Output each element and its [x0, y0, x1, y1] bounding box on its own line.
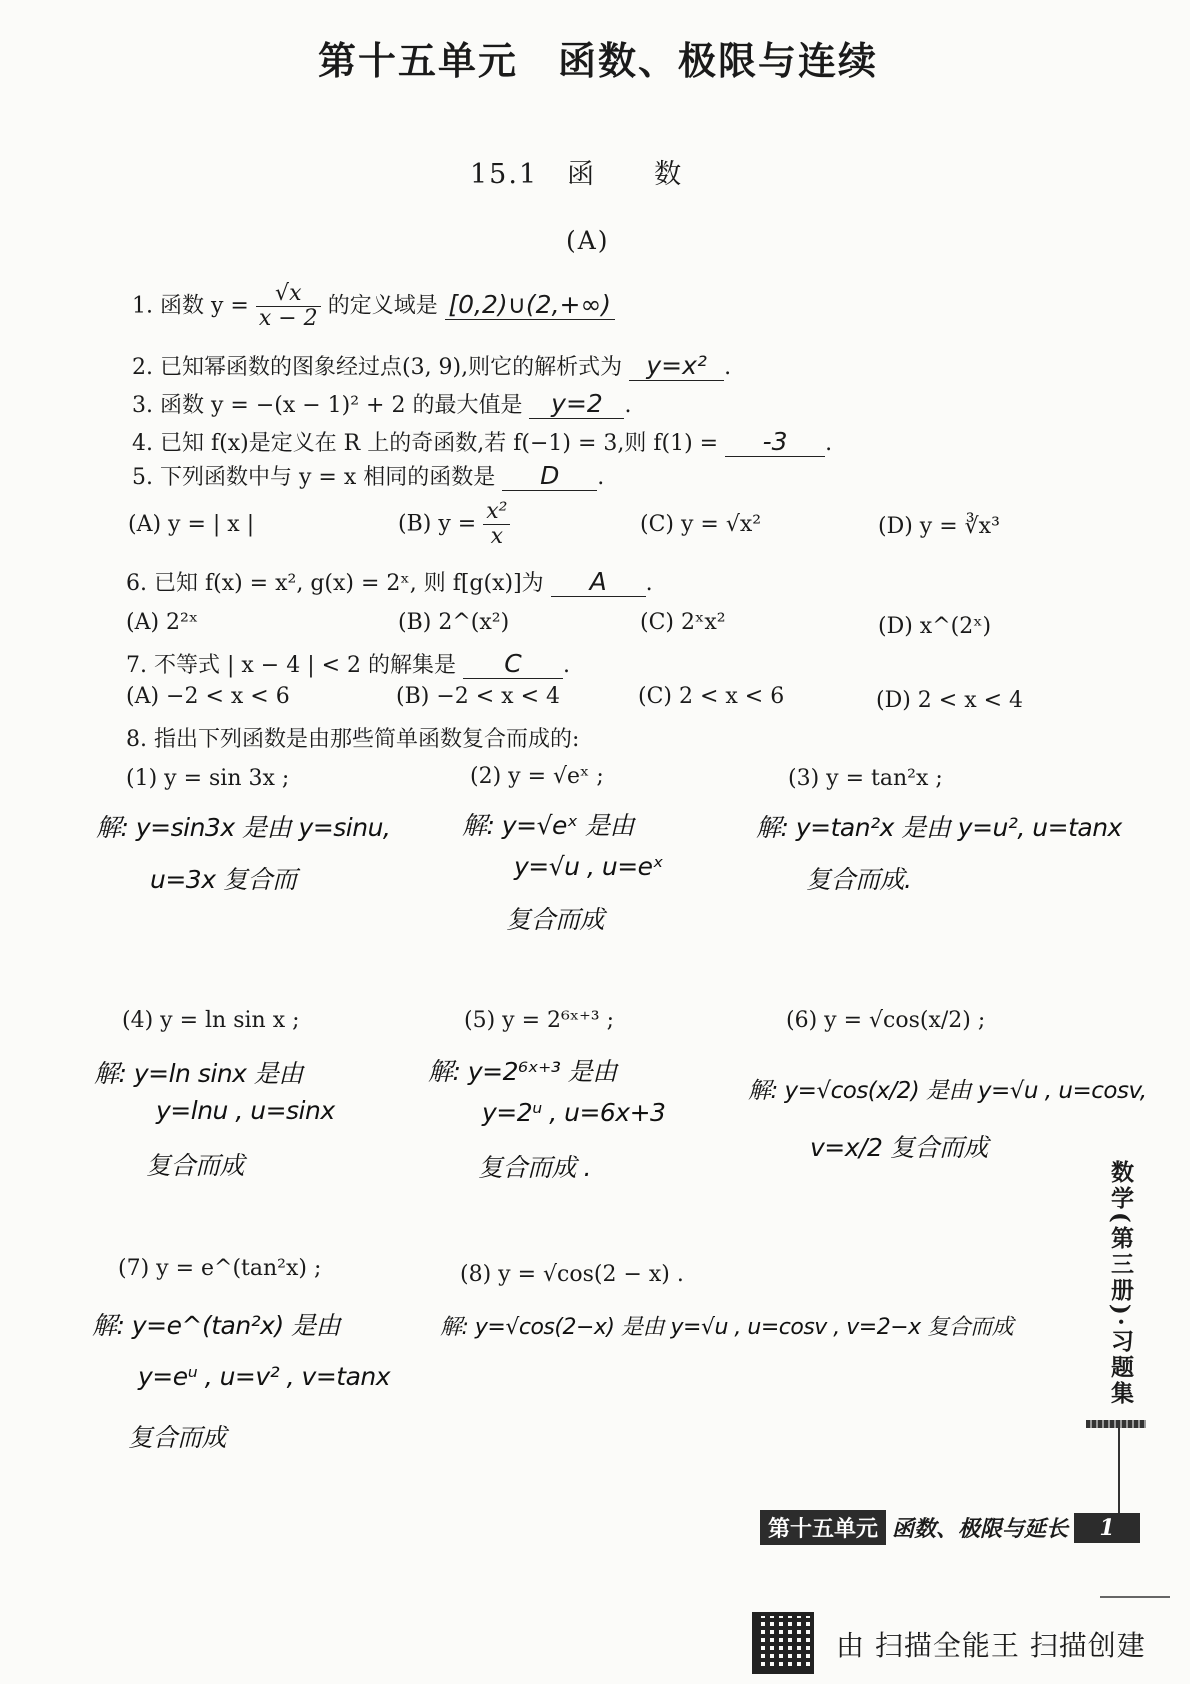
unit-title: 第十五单元 函数、极限与连续	[318, 38, 879, 83]
solution-4-line3: 复合而成	[146, 1151, 245, 1180]
page-footer	[760, 1510, 1140, 1545]
solution-3-line1: 解: y=tan²x 是由 y=u², u=tanx	[756, 813, 1122, 842]
book-title-vertical: 数学(第三册)·习题集	[1107, 1160, 1134, 1407]
section-title: 15.1 函 数	[470, 159, 684, 190]
question-7: 7. 不等式 | x − 4 | < 2 的解集是 C .	[126, 649, 571, 678]
solution-4-line2: y=lnu , u=sinx	[156, 1096, 335, 1125]
option-7a: (A) −2 < x < 6	[126, 684, 290, 709]
answer-6: A	[551, 567, 646, 597]
answer-3: y=2	[529, 389, 624, 419]
answer-1: [0,2)∪(2,+∞)	[445, 290, 615, 320]
solution-6-line1: 解: y=√cos(x/2) 是由 y=√u , u=cosv,	[748, 1078, 1147, 1104]
solution-7-line3: 复合而成	[128, 1423, 227, 1452]
page-number: 1	[1074, 1513, 1140, 1543]
answer-4: -3	[725, 427, 825, 457]
sub-3: (3) y = tan²x ;	[788, 766, 943, 791]
question-8: 8. 指出下列函数是由那些简单函数复合而成的:	[126, 727, 580, 752]
option-5a: (A) y = | x |	[128, 512, 255, 537]
sub-1: (1) y = sin 3x ;	[126, 766, 290, 791]
sub-5: (5) y = 2⁶ˣ⁺³ ;	[464, 1008, 614, 1033]
qr-code-icon	[752, 1612, 814, 1674]
part-label: (A)	[566, 226, 610, 255]
sidebar-line	[1118, 1428, 1120, 1518]
question-1: 1. 函数 y = $\frac{√x}{x - 2}$ 的定义域是 [0,2)∪(2,+∞)	[132, 282, 615, 331]
question-2: 2. 已知幂函数的图象经过点(3, 9),则它的解析式为 y=x² .	[132, 351, 732, 380]
solution-3-line2: 复合而成.	[806, 865, 912, 894]
solution-4-line1: 解: y=ln sinx 是由	[94, 1059, 303, 1088]
option-5c: (C) y = √x²	[640, 512, 762, 537]
question-6: 6. 已知 f(x) = x², g(x) = 2ˣ, 则 f[g(x)]为 A .	[126, 567, 653, 596]
solution-5-line2: y=2ᵘ , u=6x+3	[482, 1098, 666, 1127]
footer-topic: 函数、极限与延长	[892, 1516, 1069, 1542]
sub-7: (7) y = e^(tan²x) ;	[118, 1256, 322, 1281]
question-4: 4. 已知 f(x)是定义在 R 上的奇函数,若 f(−1) = 3,则 f(1) = -3 .	[132, 427, 833, 456]
option-5b: (B) y = $\frac{\text{x²}}{x}$	[398, 500, 510, 549]
sub-8: (8) y = √cos(2 − x) .	[460, 1262, 684, 1287]
footer-unit: 第十五单元	[760, 1510, 886, 1545]
sub-2: (2) y = √eˣ ;	[470, 764, 604, 789]
scanner-watermark: 由 扫描全能王 扫描创建	[836, 1629, 1146, 1662]
solution-7-line2: y=eᵘ , u=v² , v=tanx	[138, 1362, 391, 1391]
solution-7-line1: 解: y=e^(tan²x) 是由	[92, 1311, 341, 1340]
footer-divider	[1100, 1596, 1170, 1598]
question-5: 5. 下列函数中与 y = x 相同的函数是 D .	[132, 461, 605, 490]
solution-8-line1: 解: y=√cos(2−x) 是由 y=√u , u=cosv , v=2−x 复合而成	[440, 1315, 1014, 1340]
option-7c: (C) 2 < x < 6	[638, 684, 785, 709]
solution-1-line1: 解: y=sin3x 是由 y=sinu,	[96, 813, 391, 842]
sidebar-rule	[1086, 1420, 1146, 1428]
solution-1-line2: u=3x 复合而	[150, 865, 297, 894]
answer-7: C	[463, 649, 563, 679]
question-3: 3. 函数 y = −(x − 1)² + 2 的最大值是 y=2 .	[132, 389, 632, 418]
option-6c: (C) 2ˣx²	[640, 610, 726, 635]
answer-2: y=x²	[629, 351, 724, 381]
solution-2-line1: 解: y=√eˣ 是由	[462, 811, 634, 840]
solution-5-line3: 复合而成 .	[478, 1153, 591, 1182]
option-6a: (A) 2²ˣ	[126, 610, 199, 635]
solution-2-line3: 复合而成	[506, 905, 605, 934]
option-7b: (B) −2 < x < 4	[396, 684, 561, 709]
solution-5-line1: 解: y=2⁶ˣ⁺³ 是由	[428, 1057, 617, 1086]
sub-4: (4) y = ln sin x ;	[122, 1008, 300, 1033]
option-6d: (D) x^(2ˣ)	[878, 614, 992, 639]
option-7d: (D) 2 < x < 4	[876, 688, 1024, 713]
option-6b: (B) 2^(x²)	[398, 610, 510, 635]
answer-5: D	[502, 461, 597, 491]
sub-6: (6) y = √cos(x/2) ;	[786, 1008, 986, 1033]
solution-2-line2: y=√u , u=eˣ	[514, 852, 664, 881]
solution-6-line2: v=x/2 复合而成	[810, 1133, 988, 1162]
option-5d: (D) y = ∛x³	[878, 514, 1000, 539]
